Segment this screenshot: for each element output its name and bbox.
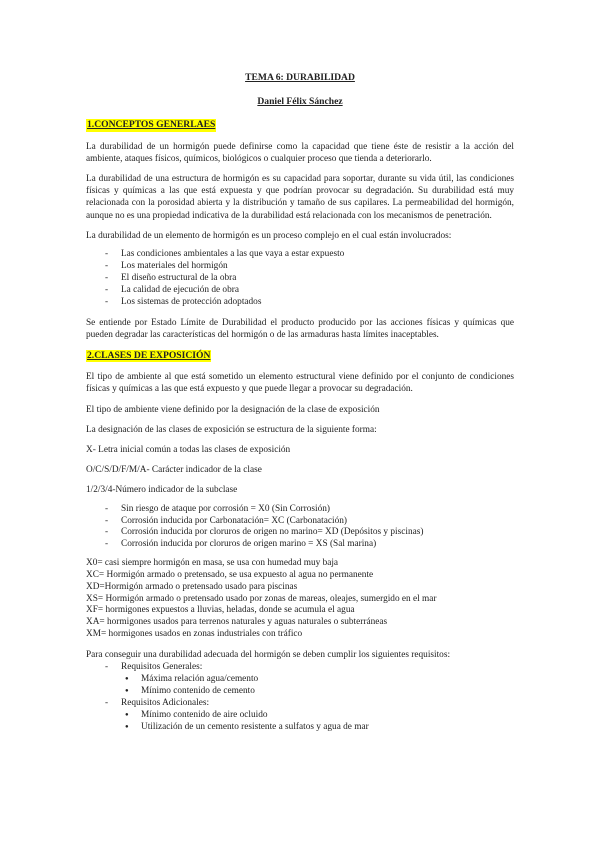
paragraph: El tipo de ambiente viene definido por la designación de la clase de exposición: [86, 404, 380, 415]
section-heading-clases: 2.CLASES DE EXPOSICIÓN: [87, 349, 211, 361]
general-requirements: [121, 673, 514, 697]
exposure-list: [86, 504, 514, 552]
paragraph: 1/2/3/4-Número indicador de la subclase: [86, 485, 238, 496]
requirements-list: [86, 661, 514, 733]
requirements-additional-label: Requisitos Adicionales:: [121, 698, 210, 708]
paragraph: La durabilidad de una estructura de hormigón es su capacidad para soportar, durante su vida útil, las condiciones físicas y químicas a las que está expuesta y que podrían provocar su degradación. Su durabilidad está muy relacionada con la porosidad abierta y la distribución y tamaño de sus capilares. La permeabilidad del hormigón, aunque no es una propiedad indicativa de la durabilidad está relacionada con los mecanismos de penetración.: [86, 174, 514, 221]
paragraph: Para conseguir una durabilidad adecuada del hormigón se deben cumplir los siguientes requisitos:: [86, 649, 451, 660]
section-1: [86, 119, 514, 131]
code-line: XM= hormigones usados en zonas industriales con tráfico: [86, 629, 303, 639]
list-item: - Los materiales del hormigón: [105, 261, 514, 273]
additional-requirements: [121, 709, 514, 733]
list-item: - Sin riesgo de ataque por corrosión = X0 (Sin Corrosión): [105, 504, 514, 516]
factors-list: [86, 249, 514, 309]
exposure-codes: [86, 558, 514, 641]
list-item: [105, 697, 514, 733]
list-item: - La calidad de ejecución de obra: [105, 285, 514, 297]
list-item: - El diseño estructural de la obra: [105, 273, 514, 285]
paragraph: La designación de las clases de exposición se estructura de la siguiente forma:: [86, 424, 377, 435]
paragraph: El tipo de ambiente al que está sometido un elemento estructural viene definido por el conjunto de condiciones físicas y químicas a las que está expuesto y que puede llegar a provocar su degradación.: [86, 372, 514, 395]
list-item: - Los sistemas de protección adoptados: [105, 297, 514, 309]
bullet-item: ● Máxima relación agua/cemento: [125, 673, 514, 685]
code-line: XD=Hormigón armado o pretensado usado para piscinas: [86, 581, 298, 592]
code-line: XF= hormigones expuestos a lluvias, heladas, donde se acumula el agua: [86, 605, 355, 616]
list-item: - Corrosión inducida por Carbonatación= XC (Carbonatación): [105, 516, 514, 528]
bullet-item: ● Utilización de un cemento resistente a sulfatos y agua de mar: [125, 721, 514, 733]
document-body: [86, 62, 514, 733]
paragraph: La durabilidad de un hormigón puede definirse como la capacidad que tiene éste de resistir a la acción del ambiente, ataques físicos, químicos, biológicos o cualquier proceso que tienda a deteriorarlo.: [86, 141, 514, 164]
list-item: [105, 661, 514, 697]
paragraph: Se entiende por Estado Límite de Durabilidad el producto producido por las acciones físicas y químicas que pueden degradar las características del hormigón o de las armaduras hasta límites inaceptables.: [86, 317, 514, 340]
paragraph: X- Letra inicial común a todas las clases de exposición: [86, 444, 291, 455]
section-2: [86, 350, 514, 362]
bullet-item: ● Mínimo contenido de aire ocluido: [125, 709, 514, 721]
document-title: TEMA 6: DURABILIDAD: [245, 72, 355, 83]
code-line: XC= Hormigón armado o pretensado, se usa expuesto al agua no permanente: [86, 570, 374, 581]
code-line: X0= casi siempre hormigón en masa, se usa con humedad muy baja: [86, 558, 339, 569]
list-item: - Corrosión inducida por cloruros de origen marino = XS (Sal marina): [105, 539, 514, 551]
code-line: XA= hormigones usados para terrenos naturales y aguas naturales o subterráneas: [86, 617, 388, 628]
document-author: Daniel Félix Sánchez: [257, 96, 343, 108]
requirements-general-label: Requisitos Generales:: [121, 662, 203, 672]
bullet-item: ● Mínimo contenido de cemento: [125, 685, 514, 697]
list-item: - Las condiciones ambientales a las que vaya a estar expuesto: [105, 249, 514, 261]
section-heading-conceptos: 1.CONCEPTOS GENERLAES: [87, 119, 216, 131]
paragraph: O/C/S/D/F/M/A- Carácter indicador de la clase: [86, 465, 262, 476]
list-item: - Corrosión inducida por cloruros de origen no marino= XD (Depósitos y piscinas): [105, 527, 514, 539]
code-line: XS= Hormigón armado o pretensado usado por zonas de mareas, oleajes, sumergido en el mar: [86, 593, 437, 604]
paragraph: La durabilidad de un elemento de hormigón es un proceso complejo en el cual están involucrados:: [86, 230, 452, 241]
